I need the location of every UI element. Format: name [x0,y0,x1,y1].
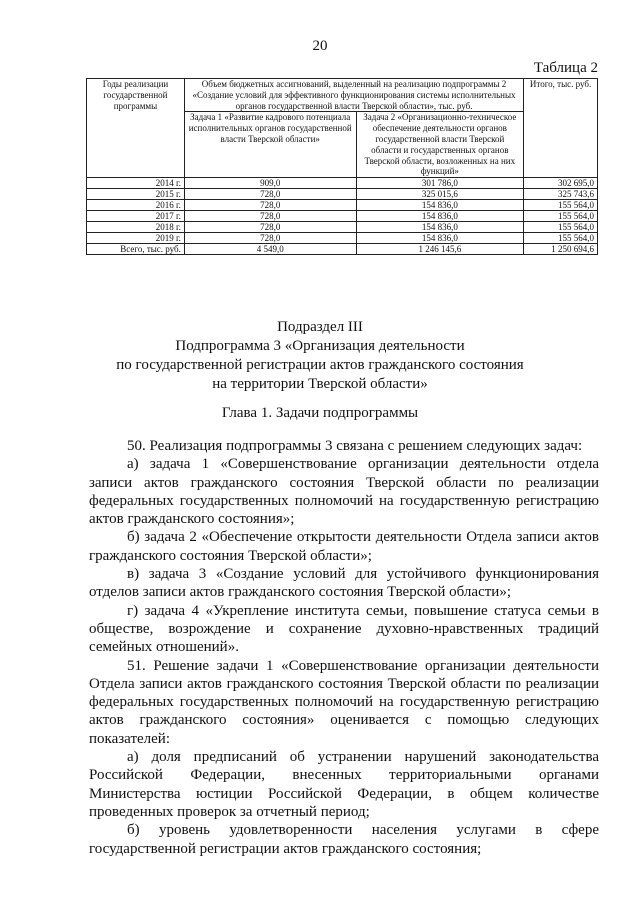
task-1-item: а) задача 1 «Совершенствование организации деятельности отдела записи актов гражданского состояния Тверской области по реализации федеральных государственных полномочий на государственную регистрацию актов гражданского состояния»; [89,456,599,528]
paragraph-51: 51. Решение задачи 1 «Совершенствование организации деятельности Отдела записи актов гражданского состояния Тверской области по реализации федеральных государственных полномочий на государственную регистрацию актов гражданского состояния» оценивается с помощью следующих показателей: [89,657,599,747]
subprogram-title-line-1: Подпрограмма 3 «Организация деятельности [175,338,465,354]
row-task2: 154 836,0 [356,211,524,222]
table-row [87,200,598,211]
col-year-header: Годы реализации государственной программы [87,79,185,178]
row-task1: 728,0 [184,222,356,233]
table-row [87,189,598,200]
row-year: 2018 г. [87,222,185,233]
row-task1: 728,0 [184,200,356,211]
row-year: 2014 г. [87,178,185,189]
task1-header: Задача 1 «Развитие кадрового потенциала исполнительных органов государственной власти Тверской области» [184,112,356,178]
body-text [89,437,599,858]
row-task1: 4 549,0 [184,244,356,255]
row-year: 2019 г. [87,233,185,244]
task2-header: Задача 2 «Организационно-техническое обеспечение деятельности органов государственной власти Тверской области и государственных органов Тверской области, возложенных на них функций» [356,112,524,178]
table-row [87,211,598,222]
subprogram-title-line-2: по государственной регистрации актов гражданского состояния [116,357,524,373]
row-task2: 301 786,0 [356,178,524,189]
indicator-a-item: а) доля предписаний об устранении нарушений законодательства Российской Федерации, внесенных территориальными органами Министерства юстиции Российской Федерации, в общем количестве проведенных проверок за отчетный период; [89,749,599,820]
task-3-item: в) задача 3 «Создание условий для устойчивого функционирования отделов записи актов гражданского состояния Тверской области»; [89,566,599,601]
row-task1: 728,0 [184,233,356,244]
budget-table [86,78,598,255]
task-2-item: б) задача 2 «Обеспечение открытости деятельности Отдела записи актов гражданского состояния Тверской области»; [89,529,599,564]
table-header-row [87,79,598,112]
page-number: 20 [312,38,328,54]
subsection-heading: Подраздел III [277,319,363,335]
row-task2: 154 836,0 [356,233,524,244]
indicator-b-item: б) уровень удовлетворенности населения услугами в сфере государственной регистрации актов гражданского состояния; [89,822,599,857]
row-task2: 154 836,0 [356,200,524,211]
row-total: 155 564,0 [524,200,598,211]
chapter-title: Глава 1. Задачи подпрограммы [221,405,419,421]
row-year: 2015 г. [87,189,185,200]
table-row [87,178,598,189]
row-task2: 1 246 145,6 [356,244,524,255]
paragraph-50: 50. Реализация подпрограммы 3 связана с решением следующих задач: [127,438,583,454]
table-row [87,222,598,233]
row-task1: 909,0 [184,178,356,189]
row-task2: 325 015,6 [356,189,524,200]
row-task1: 728,0 [184,211,356,222]
row-total: 302 695,0 [524,178,598,189]
task-4-item: г) задача 4 «Укрепление института семьи, повышение статуса семьи в обществе, возрождение и сохранение духовно-нравственных традиций семейных отношений». [89,602,599,656]
row-year: 2016 г. [87,200,185,211]
row-year: 2017 г. [87,211,185,222]
row-task1: 728,0 [184,189,356,200]
row-year: Всего, тыс. руб. [87,244,185,255]
row-task2: 154 836,0 [356,222,524,233]
col-total-header: Итого, тыс. руб. [524,79,598,178]
table-row [87,233,598,244]
row-total: 1 250 694,6 [524,244,598,255]
row-total: 155 564,0 [524,222,598,233]
row-total: 155 564,0 [524,211,598,222]
col-budget-header: Объем бюджетных ассигнований, выделенный на реализацию подпрограммы 2 «Создание условий для эффективного функционирования системы исполнительных органов государственной власти Тверской области», тыс. руб. [184,79,523,112]
row-total: 325 743,6 [524,189,598,200]
table-total-row [87,244,598,255]
row-total: 155 564,0 [524,233,598,244]
subprogram-title-line-3: на территории Тверской области» [212,376,428,392]
table-label: Таблица 2 [533,60,598,76]
